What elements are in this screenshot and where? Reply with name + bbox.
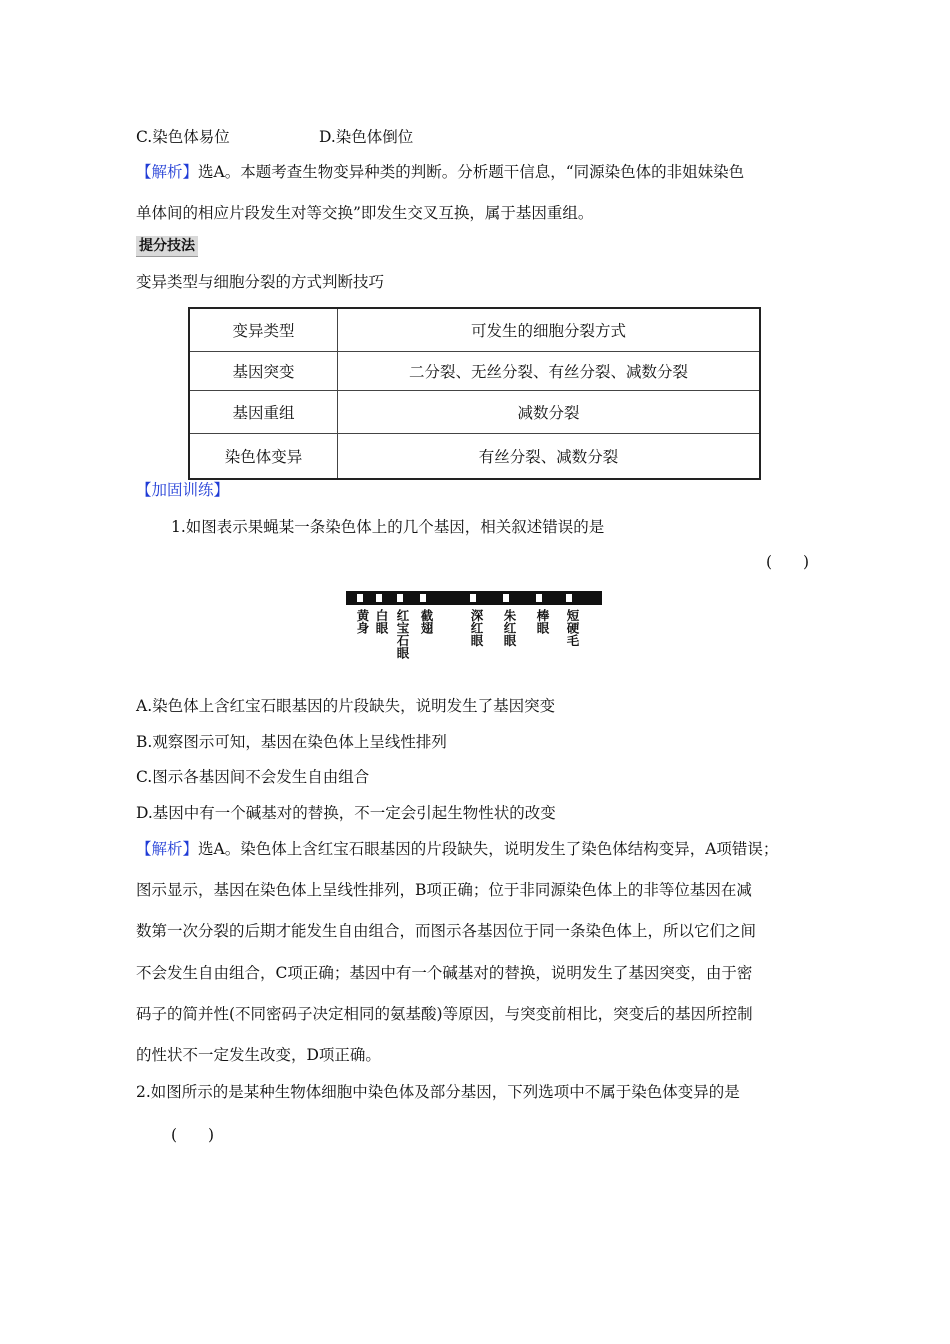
question-1-option-c: C.图示各基因间不会发生自由组合	[136, 768, 370, 786]
gene-band	[470, 594, 476, 602]
gene-label: 短硬毛	[565, 609, 580, 647]
table-row	[189, 434, 760, 480]
question-1-answer-paren: ( )	[766, 553, 810, 571]
question-1-option-d: D.基因中有一个碱基对的替换，不一定会引起生物性状的改变	[136, 804, 556, 822]
option-c: C.染色体易位	[136, 128, 230, 146]
option-d: D.染色体倒位	[319, 128, 414, 146]
gene-label: 棒眼	[535, 609, 550, 634]
analysis-text-line: 数第一次分裂的后期才能发生自由组合，而图示各基因位于同一条染色体上，所以它们之间	[136, 922, 757, 940]
analysis-text-line: 的性状不一定发生改变，D项正确。	[136, 1046, 381, 1064]
gene-label: 深红眼	[469, 609, 484, 647]
gene-label: 截翅	[419, 609, 434, 634]
question-1-option-b: B.观察图示可知，基因在染色体上呈线性排列	[136, 733, 447, 751]
gene-band	[420, 594, 426, 602]
table-header-cell: 变异类型	[189, 308, 338, 352]
gene-label: 白眼	[374, 609, 389, 634]
table-header-row	[189, 308, 760, 352]
table-header-cell: 可发生的细胞分裂方式	[338, 308, 761, 352]
gene-band	[536, 594, 542, 602]
table-cell: 基因突变	[189, 352, 338, 391]
analysis-tag: 【解析】	[136, 163, 199, 181]
analysis-tag: 【解析】	[136, 840, 199, 858]
gene-label: 黄身	[355, 609, 370, 634]
gene-band	[376, 594, 382, 602]
analysis-text-line: 码子的简并性(不同密码子决定相同的氨基酸)等原因，与突变前相比，突变后的基因所控制	[136, 1005, 753, 1023]
question-1-option-a: A.染色体上含红宝石眼基因的片段缺失，说明发生了基因突变	[136, 697, 556, 715]
table-row	[189, 391, 760, 434]
gene-label: 红宝石眼	[395, 609, 410, 659]
chromosome-bar	[346, 591, 602, 605]
gene-band	[357, 594, 363, 602]
analysis-text: 选A。染色体上含红宝石眼基因的片段缺失，说明发生了染色体结构变异，A项错误；	[198, 840, 779, 858]
analysis-text: 选A。本题考查生物变异种类的判断。分析题干信息，“同源染色体的非姐妹染色	[198, 163, 745, 181]
analysis-text-line: 图示显示，基因在染色体上呈线性排列，B项正确；位于非同源染色体上的非等位基因在减	[136, 881, 752, 899]
gene-band	[503, 594, 509, 602]
table-cell: 染色体变异	[189, 434, 338, 480]
analysis-paragraph-1	[136, 162, 744, 182]
table-cell: 二分裂、无丝分裂、有丝分裂、减数分裂	[338, 352, 761, 391]
table-row	[189, 352, 760, 391]
tip-title: 变异类型与细胞分裂的方式判断技巧	[136, 273, 385, 291]
gene-band	[397, 594, 403, 602]
table-cell: 减数分裂	[338, 391, 761, 434]
variation-table	[188, 307, 761, 480]
practice-tag: 【加固训练】	[136, 481, 230, 499]
tip-label: 提分技法	[136, 236, 198, 257]
gene-label: 朱红眼	[502, 609, 517, 647]
analysis-text-line: 不会发生自由组合，C项正确；基因中有一个碱基对的替换，说明发生了基因突变，由于密	[136, 964, 753, 982]
question-1-stem: 1.如图表示果蝇某一条染色体上的几个基因，相关叙述错误的是	[171, 518, 605, 536]
gene-band	[566, 594, 572, 602]
table-cell: 有丝分裂、减数分裂	[338, 434, 761, 480]
analysis-paragraph-2	[136, 839, 778, 859]
question-2-answer-paren: ( )	[171, 1126, 215, 1144]
table-cell: 基因重组	[189, 391, 338, 434]
question-2-stem: 2.如图所示的是某种生物体细胞中染色体及部分基因，下列选项中不属于染色体变异的是	[136, 1083, 740, 1101]
analysis-text-line: 单体间的相应片段发生对等交换”即发生交叉互换，属于基因重组。	[136, 204, 594, 222]
